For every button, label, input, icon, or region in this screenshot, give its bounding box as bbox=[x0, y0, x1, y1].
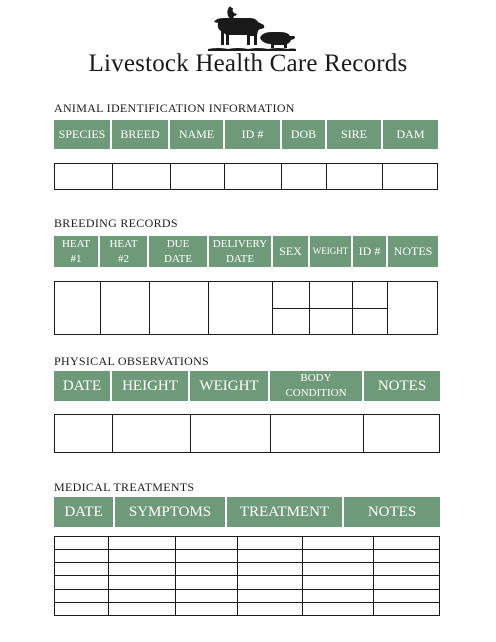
entry-cell[interactable] bbox=[55, 589, 109, 602]
entry-cell[interactable] bbox=[374, 537, 440, 550]
entry-cell[interactable] bbox=[303, 550, 374, 563]
entry-cell[interactable] bbox=[374, 576, 440, 589]
entry-cell[interactable] bbox=[175, 602, 237, 615]
entry-cell[interactable] bbox=[109, 550, 176, 563]
header-height: HEIGHT bbox=[112, 371, 190, 401]
entry-cell[interactable] bbox=[364, 415, 440, 453]
entry-cell[interactable] bbox=[282, 164, 327, 190]
header-dob: DOB bbox=[282, 120, 327, 149]
entry-cell[interactable] bbox=[352, 308, 387, 335]
table-row bbox=[55, 602, 440, 615]
entry-cell[interactable] bbox=[374, 602, 440, 615]
entry-cell[interactable] bbox=[109, 576, 176, 589]
table-row bbox=[55, 576, 440, 589]
entry-cell[interactable] bbox=[388, 282, 438, 335]
entry-cell[interactable] bbox=[55, 550, 109, 563]
breeding-header-row bbox=[54, 236, 438, 267]
entry-cell[interactable] bbox=[272, 282, 309, 309]
header-date: DATE bbox=[54, 371, 112, 401]
entry-cell[interactable] bbox=[374, 550, 440, 563]
header-weight: WEIGHT bbox=[190, 371, 270, 401]
entry-cell[interactable] bbox=[109, 563, 176, 576]
section-title-identification: ANIMAL IDENTIFICATION INFORMATION bbox=[54, 101, 295, 115]
table-row bbox=[55, 563, 440, 576]
entry-cell[interactable] bbox=[237, 537, 303, 550]
entry-cell[interactable] bbox=[149, 282, 209, 335]
entry-cell[interactable] bbox=[237, 563, 303, 576]
medical-entry-table bbox=[54, 536, 440, 616]
header-notes: NOTES bbox=[388, 236, 438, 267]
entry-cell[interactable] bbox=[303, 563, 374, 576]
entry-cell[interactable] bbox=[55, 576, 109, 589]
entry-cell[interactable] bbox=[209, 282, 273, 335]
table-row bbox=[55, 537, 440, 550]
entry-cell[interactable] bbox=[327, 164, 383, 190]
entry-cell[interactable] bbox=[175, 537, 237, 550]
entry-cell[interactable] bbox=[190, 415, 270, 453]
entry-cell[interactable] bbox=[303, 589, 374, 602]
table-row bbox=[55, 415, 440, 453]
entry-cell[interactable] bbox=[55, 602, 109, 615]
header-weight: WEIGHT bbox=[310, 236, 353, 267]
entry-cell[interactable] bbox=[170, 164, 225, 190]
entry-cell[interactable] bbox=[55, 282, 101, 335]
table-row bbox=[55, 282, 438, 309]
table-row bbox=[55, 550, 440, 563]
header-heat-1: HEAT #1 bbox=[54, 236, 100, 267]
entry-cell[interactable] bbox=[270, 415, 364, 453]
header-breed: BREED bbox=[112, 120, 170, 149]
entry-cell[interactable] bbox=[309, 282, 352, 309]
header-notes: NOTES bbox=[364, 371, 440, 401]
entry-cell[interactable] bbox=[237, 576, 303, 589]
entry-cell[interactable] bbox=[237, 602, 303, 615]
header-delivery-date: DELIVERY DATE bbox=[209, 236, 273, 267]
header-species: SPECIES bbox=[54, 120, 112, 149]
entry-cell[interactable] bbox=[55, 415, 113, 453]
medical-header-row bbox=[54, 497, 440, 527]
entry-cell[interactable] bbox=[112, 164, 170, 190]
header-date: DATE bbox=[54, 497, 115, 527]
header-notes: NOTES bbox=[344, 497, 440, 527]
entry-cell[interactable] bbox=[303, 537, 374, 550]
identification-entry-table bbox=[54, 163, 438, 190]
table-row bbox=[55, 164, 438, 190]
header-symptoms: SYMPTOMS bbox=[115, 497, 227, 527]
entry-cell[interactable] bbox=[309, 308, 352, 335]
entry-cell[interactable] bbox=[272, 308, 309, 335]
entry-cell[interactable] bbox=[109, 602, 176, 615]
entry-cell[interactable] bbox=[237, 550, 303, 563]
entry-cell[interactable] bbox=[383, 164, 438, 190]
entry-cell[interactable] bbox=[109, 537, 176, 550]
header-sire: SIRE bbox=[327, 120, 383, 149]
section-title-breeding: BREEDING RECORDS bbox=[54, 216, 178, 230]
header-id: ID # bbox=[225, 120, 282, 149]
identification-header-row bbox=[54, 120, 438, 149]
entry-cell[interactable] bbox=[109, 589, 176, 602]
entry-cell[interactable] bbox=[374, 589, 440, 602]
header-due-date: DUE DATE bbox=[149, 236, 209, 267]
entry-cell[interactable] bbox=[175, 550, 237, 563]
page-title: Livestock Health Care Records bbox=[88, 50, 408, 77]
header-id: ID # bbox=[353, 236, 388, 267]
breeding-entry-table bbox=[54, 281, 438, 335]
cow-and-pig-icon bbox=[206, 4, 298, 52]
header-sex: SEX bbox=[273, 236, 310, 267]
entry-cell[interactable] bbox=[175, 563, 237, 576]
entry-cell[interactable] bbox=[225, 164, 282, 190]
entry-cell[interactable] bbox=[100, 282, 149, 335]
entry-cell[interactable] bbox=[113, 415, 191, 453]
entry-cell[interactable] bbox=[237, 589, 303, 602]
section-title-physical: PHYSICAL OBSERVATIONS bbox=[54, 354, 210, 368]
entry-cell[interactable] bbox=[374, 563, 440, 576]
entry-cell[interactable] bbox=[303, 602, 374, 615]
header-dam: DAM bbox=[383, 120, 438, 149]
entry-cell[interactable] bbox=[55, 563, 109, 576]
physical-entry-table bbox=[54, 414, 440, 453]
entry-cell[interactable] bbox=[55, 164, 113, 190]
section-title-medical: MEDICAL TREATMENTS bbox=[54, 480, 195, 494]
entry-cell[interactable] bbox=[175, 589, 237, 602]
entry-cell[interactable] bbox=[352, 282, 387, 309]
entry-cell[interactable] bbox=[55, 537, 109, 550]
table-row bbox=[55, 589, 440, 602]
entry-cell[interactable] bbox=[303, 576, 374, 589]
physical-header-row bbox=[54, 371, 440, 401]
header-name: NAME bbox=[170, 120, 225, 149]
header-treatment: TREATMENT bbox=[227, 497, 344, 527]
entry-cell[interactable] bbox=[175, 576, 237, 589]
header-body-condition: BODY CONDITION bbox=[270, 371, 364, 401]
header-heat-2: HEAT #2 bbox=[100, 236, 149, 267]
